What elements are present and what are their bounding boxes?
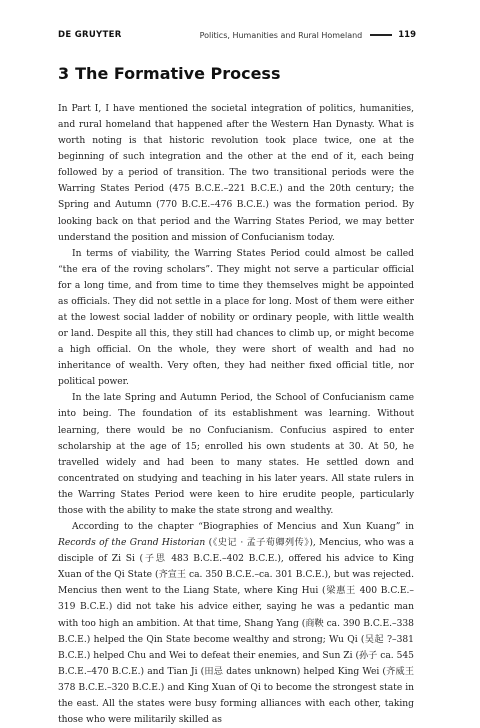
paragraph-4-lead: According to the chapter “Biographies of Mencius and Xun Kuang” in bbox=[72, 522, 414, 533]
header-rule bbox=[370, 34, 392, 36]
chapter-number: 3 bbox=[58, 64, 70, 83]
page-number: 119 bbox=[398, 30, 416, 40]
running-head-right bbox=[200, 30, 416, 40]
paragraph-1: In Part I, I have mentioned the societal integration of politics, humanities, and rural homeland that happened after the Western Han Dynasty. What is worth noting is that historic revolution took place twice, one at the beginning of such integration and the other at the end of it, each being followed by a period of transition. The two transitional periods were the Warring States Period (475 B.C.E.–221 B.C.E.) and the 20th century; the Spring and Autumn (770 B.C.E.–476 B.C.E.) was the formation period. By looking back on that period and the Warring States Period, we may better understand the position and mission of Confucianism today. bbox=[58, 104, 414, 243]
chapter-title bbox=[58, 64, 280, 83]
body-text bbox=[58, 101, 414, 728]
running-title: Politics, Humanities and Rural Homeland bbox=[199, 30, 363, 40]
paragraph-3: In the late Spring and Autumn Period, the School of Confucianism came into being. The foundation of its establishment was learning. Without learning, there would be no Confucianism. Confucius aspired to enter scholarship at the age of 15; enrolled his own students at 30. At 50, he travelled widely and had been to many states. He settled down and concentrated on studying and teaching in his later years. All state rulers in the Warring States Period were keen to hire erudite people, particularly those with the ability to make the state strong and wealthy. bbox=[58, 393, 414, 516]
paragraph-4 bbox=[58, 519, 414, 728]
paragraph-2: In terms of viability, the Warring States Period could almost be called “the era of the roving scholars”. They might not serve a particular official for a long time, and from time to time they themselves might be appointed as officials. They did not settle in a place for long. Most of them were either at the lowest social ladder of nobility or ordinary people, with little wealth or land. Despite all this, they still had chances to climb up, or might become a high official. On the whole, they were short of wealth and had no inheritance of wealth. Very often, they had neither fixed official title, nor political power. bbox=[58, 248, 414, 388]
chapter-title-text: The Formative Process bbox=[75, 64, 281, 83]
paragraph-4-rest: (《史记 · 孟子荀卿列传》), Mencius, who was a disciple of Zi Si (子思 483 B.C.E.–402 B.C.E.), offered his advice to King Xuan of the Qi State (齐宣王 ca. 350 B.C.E.–ca. 301 B.C.E.), but was rejected. Mencius then went to the Liang State, where King Hui (梁惠王 400 B.C.E.–319 B.C.E.) did not take his advice either, saying he was a pedantic man with too high an ambition. At that time, Shang Yang (商鞅 ca. 390 B.C.E.–338 B.C.E.) helped the Qin State become wealthy and strong; Wu Qi (吴起 ?–381 B.C.E.) helped Chu and Wei to defeat their enemies, and Sun Zi (孙子 ca. 545 B.C.E.–470 B.C.E.) and Tian Ji (田忌 dates unknown) helped King Wei (齐威王 378 B.C.E.–320 B.C.E.) and King Xuan of Qi to become the strongest state in the east. All the states were busy forming alliances with each other, taking those who were militarily skilled as bbox=[58, 538, 414, 725]
running-head bbox=[58, 28, 416, 42]
publisher-name: DE GRUYTER bbox=[58, 30, 122, 40]
book-title: Records of the Grand Historian bbox=[58, 538, 206, 549]
